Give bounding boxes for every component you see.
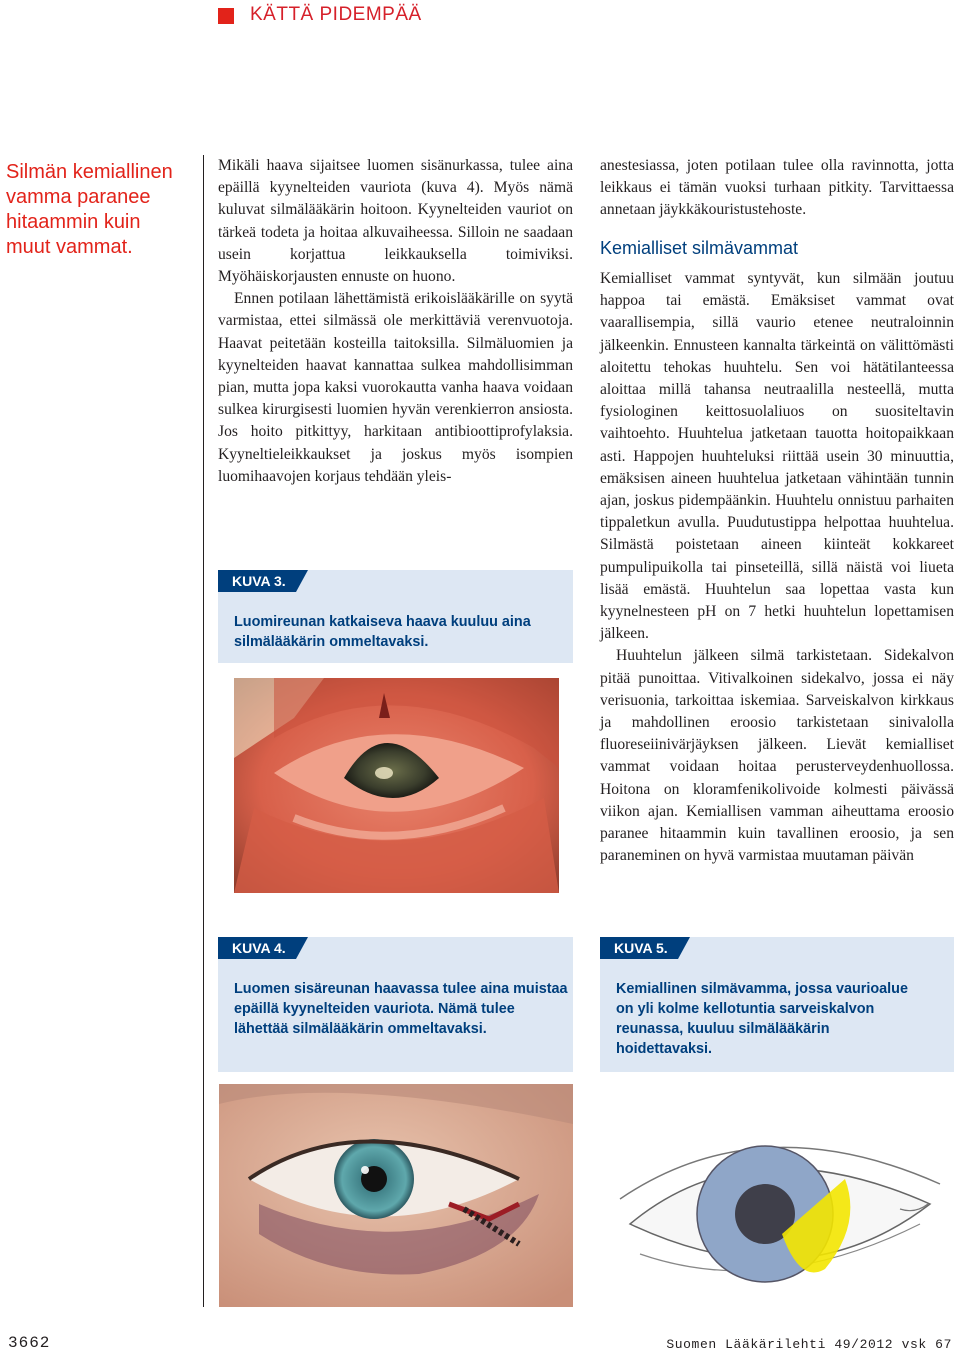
- pull-quote: [6, 160, 186, 260]
- figure-3-tag: KUVA 3.: [218, 570, 296, 592]
- pull-quote-line: Silmän kemiallinen: [6, 161, 173, 183]
- bruised-eye-illustration: [219, 1084, 573, 1307]
- chemical-injury-eye-diagram: [600, 1084, 954, 1307]
- body-column-2: [600, 268, 954, 867]
- pull-quote-line: hitaammin kuin: [6, 211, 141, 233]
- figure-3-caption-text: Luomireunan katkaiseva haava kuuluu aina silmälääkärin ommeltavaksi.: [234, 614, 531, 650]
- figure-4-caption: [218, 937, 573, 1072]
- body-paragraph: Kemialliset vammat syntyvät, kun silmään joutuu happoa tai emästä. Emäksiset vammat ovat vaarallisempia, sillä vaurio etenee neutraloinnin jälkeenkin. Ennusteen kannalta tärkeintä on välittömästi aloitettu tehokas huuhtelu. Sen voi hätätilanteessa aloittaa millä tahansa neutraalilla nesteellä, mutta fysiologinen keittosuolaliuos on suositeltavin vaihtoehto. Huuhtelua jatketaan tauotta hoitopaikkaan asti. Happojen huuhteluksi riittää usein 30 minuuttia, emäksisen aineen huuhtelua jatketaan vähintään tunnin ajan, joskus pidempäänkin. Huuhtelu onnistuu parhaiten tippaletkun avulla. Puudutustippa helpottaa huuhtelua. Silmästä poistetaan aineen kiinteät kokkareet pumpulipuikolla tai pinseteillä, sillä näistä voi liueta lisää emästä. Huuhtelun saa lopettaa vasta kun kyynelnesteen pH on 7 hetki huuhtelun lopettamisen jälkeen.: [600, 270, 954, 643]
- figure-5-tag: KUVA 5.: [600, 937, 678, 959]
- body-paragraph: Huuhtelun jälkeen silmä tarkistetaan. Sidekalvon pitää punoittaa. Vitivalkoinen sidekalvo, jossa ei näy verisuonia, tarkoittaa iskemiaa. Sarveiskalvon kirkkaus ja mahdollinen eroosio tarkistetaan sinivalolla fluoreseiinivärjäyksen jälkeen. Lievät kemialliset vammat voidaan hoitaa perusterveydenhuollossa. Hoitona on kloramfenikolivoide kolmesti päivässä viikon ajan. Kemiallisen vamman aiheuttama eroosio paranee hitaammin kuin tavallinen eroosio, ja sen paraneminen on hyvä varmistaa muutaman päivän: [600, 647, 954, 865]
- figure-4-caption-text: Luomen sisäreunan haavassa tulee aina muistaa epäillä kyynelteiden vauriota. Nämä tulee lähettää silmälääkärin ommeltavaksi.: [234, 981, 568, 1037]
- pull-quote-line: muut vammat.: [6, 236, 133, 258]
- body-paragraph: Mikäli haava sijaitsee luomen sisänurkassa, tulee aina epäillä kyynelteiden vauriota (kuva 4). Myös nämä kuluvat silmälääkärin hoitoon. Kyynelteiden vauriot on tärkeä todeta ja hoitaa alkuvaiheessa. Silloin ne saadaan usein korjattua leikkauksella toimiviksi. Myöhäiskorjausten ennuste on huono.: [218, 157, 573, 286]
- body-column-2-top: [600, 155, 954, 222]
- figure-4-photo: [219, 1084, 573, 1307]
- pull-quote-line: vamma paranee: [6, 186, 151, 208]
- figure-3-photo: [234, 678, 559, 893]
- figure-3-caption: [218, 570, 573, 663]
- body-paragraph: Ennen potilaan lähettämistä erikoislääkärille on syytä varmistaa, ettei silmässä ole merkittäviä verenvuotoja. Haavat peitetään kosteilla taitoksilla. Silmäluomien ja kyynelteiden haavat kannattaa sulkea mahdollisimman pian, mutta jopa kaksi vuorokautta vanha haava voidaan sulkea kirurgisesti luomien hyvän verenkierron ansiosta. Jos hoito pitkittyy, harkitaan antibioottiprofylaksia. Kyyneltieleikkaukset ja joskus myös isompien luomihaavojen korjaus tehdään yleis-: [218, 290, 573, 485]
- page-number: 3662: [8, 1334, 51, 1352]
- section-marker-square: [218, 8, 234, 24]
- body-column-1: [218, 155, 573, 488]
- eyelid-wound-illustration: [234, 678, 559, 893]
- section-label: KÄTTÄ PIDEMPÄÄ: [250, 4, 422, 25]
- figure-5-caption: [600, 937, 954, 1072]
- body-paragraph: anestesiassa, joten potilaan tulee olla ravinnotta, jotta leikkaus ei tämän vuoksi turhaan pitkity. Tarvittaessa annetaan jäykkäkouristustehoste.: [600, 157, 954, 219]
- subheading: Kemialliset silmävammat: [600, 238, 799, 258]
- journal-footer: Suomen Lääkärilehti 49/2012 vsk 67: [666, 1337, 952, 1352]
- figure-4-tag: KUVA 4.: [218, 937, 296, 959]
- figure-5-caption-text: Kemiallinen silmävamma, jossa vaurioalue on yli kolme kellotuntia sarveiskalvon reunassa, kuuluu silmälääkärin hoidettavaksi.: [616, 981, 908, 1057]
- column-divider: [203, 155, 204, 1307]
- figure-5-diagram: [600, 1084, 954, 1307]
